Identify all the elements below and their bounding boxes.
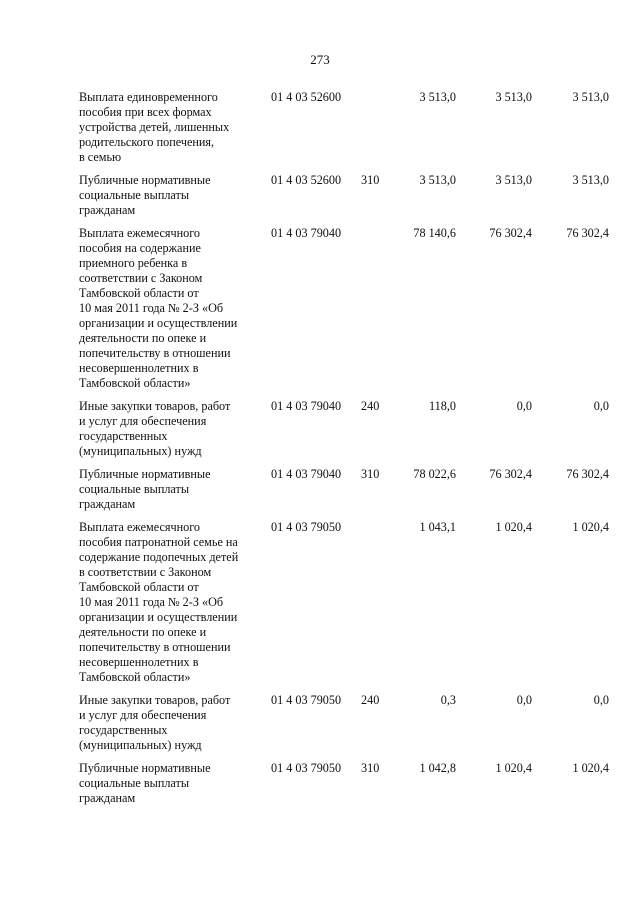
row-value-3: 0,0 [593, 399, 609, 413]
table-row [0, 399, 640, 459]
row-value-2: 3 513,0 [495, 90, 532, 104]
row-value-3: 76 302,4 [566, 226, 609, 240]
row-description: Публичные нормативные социальные выплаты гражданам [79, 173, 211, 217]
row-value-2: 0,0 [516, 693, 532, 707]
row-value-1: 78 022,6 [413, 467, 456, 481]
row-expense-type: 240 [361, 693, 380, 707]
table-row [0, 173, 640, 218]
row-description: Иные закупки товаров, работ и услуг для обеспечения государственных (муниципальных) нужд [79, 693, 231, 752]
row-description: Публичные нормативные социальные выплаты гражданам [79, 467, 211, 511]
row-description: Выплата единовременного пособия при всех формах устройства детей, лишенных родительского попечения, в семью [79, 90, 230, 164]
page-number: 273 [310, 52, 330, 67]
row-value-2: 3 513,0 [495, 173, 532, 187]
row-description: Иные закупки товаров, работ и услуг для обеспечения государственных (муниципальных) нужд [79, 399, 231, 458]
row-code: 01 4 03 79040 [271, 467, 342, 481]
budget-table [0, 90, 640, 814]
row-description: Выплата ежемесячного пособия на содержание приемного ребенка в соответствии с Законом Тамбовской области от 10 мая 2011 года № 2-З «Об организации и осуществлении деятельности по опеке и попечительству в отношении несовершеннолетних в Тамбовской области» [79, 226, 238, 390]
row-code: 01 4 03 79040 [271, 226, 342, 240]
table-row [0, 467, 640, 512]
row-expense-type: 240 [361, 399, 380, 413]
row-value-3: 1 020,4 [572, 761, 609, 775]
row-value-1: 118,0 [429, 399, 456, 413]
row-value-1: 3 513,0 [419, 90, 456, 104]
row-value-2: 76 302,4 [489, 226, 532, 240]
row-value-1: 1 042,8 [419, 761, 456, 775]
row-value-3: 76 302,4 [566, 467, 609, 481]
table-row [0, 761, 640, 806]
row-value-3: 3 513,0 [572, 173, 609, 187]
row-value-3: 3 513,0 [572, 90, 609, 104]
row-code: 01 4 03 79040 [271, 399, 342, 413]
row-value-2: 0,0 [516, 399, 532, 413]
table-row [0, 520, 640, 685]
row-expense-type: 310 [361, 173, 380, 187]
table-row [0, 90, 640, 165]
row-code: 01 4 03 52600 [271, 173, 342, 187]
row-description: Публичные нормативные социальные выплаты гражданам [79, 761, 211, 805]
row-value-1: 3 513,0 [419, 173, 456, 187]
row-value-1: 78 140,6 [413, 226, 456, 240]
row-code: 01 4 03 79050 [271, 693, 342, 707]
table-row [0, 226, 640, 391]
row-value-2: 1 020,4 [495, 520, 532, 534]
row-value-2: 76 302,4 [489, 467, 532, 481]
row-value-2: 1 020,4 [495, 761, 532, 775]
row-expense-type: 310 [361, 467, 380, 481]
row-code: 01 4 03 79050 [271, 520, 342, 534]
row-description: Выплата ежемесячного пособия патронатной семье на содержание подопечных детей в соответствии с Законом Тамбовской области от 10 мая 2011 года № 2-З «Об организации и осуществлении деятельности по опеке и попечительству в отношении несовершеннолетних в Тамбовской области» [79, 520, 239, 684]
row-value-1: 1 043,1 [419, 520, 456, 534]
row-value-1: 0,3 [440, 693, 456, 707]
row-expense-type: 310 [361, 761, 380, 775]
table-row [0, 693, 640, 753]
row-code: 01 4 03 79050 [271, 761, 342, 775]
row-value-3: 1 020,4 [572, 520, 609, 534]
row-value-3: 0,0 [593, 693, 609, 707]
row-code: 01 4 03 52600 [271, 90, 342, 104]
